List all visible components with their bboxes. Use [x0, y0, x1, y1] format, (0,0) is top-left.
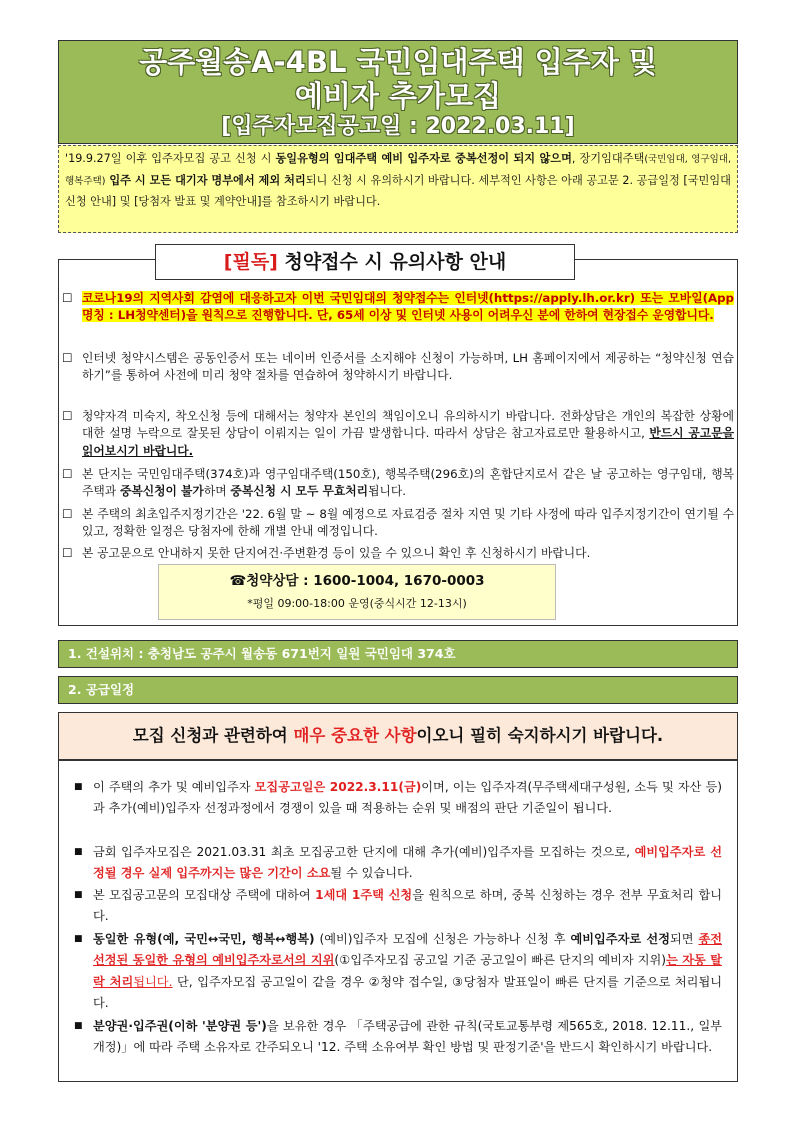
checkbox-icon: ☐	[62, 546, 73, 560]
bullet-square-icon: ■	[74, 1021, 83, 1031]
bullet-item-2	[74, 842, 722, 885]
important-text-post: 이오니 필히 숙지하시기 바랍니다.	[416, 726, 664, 745]
caution-item-3-text: 청약자격 미숙지, 착오신청 등에 대해서는 청약자 본인의 책임이오니 유의하시기 바랍니다. 전화상담은 개인의 복잡한 상황에 대한 설명 누락으로 잘못된 상담이 이뤄지는 일이 가끔 발생합니다. 따라서 상담은 참고자료로만 활용하시고,	[82, 409, 734, 441]
bullet-4-text-e: 단, 입주자모집 공고일이 같을 경우 ②청약 접수일, ③당첨자 발표일이 빠른 단지를 기준으로 처리됩니다.	[93, 974, 722, 1010]
caution-item-4-text-b: 하며	[203, 484, 231, 499]
bullet-4-text-d: 됩니다.	[133, 974, 173, 989]
notice-text-1: '19.9.27일 이후 입주자모집 공고 신청 시	[65, 152, 276, 165]
important-text-pre: 모집 신청과 관련하여	[132, 726, 294, 745]
checkbox-icon: ☐	[62, 351, 73, 365]
bullet-1-text-a: 이 주택의 추가 및 예비입주자	[93, 780, 255, 794]
bullet-3-text-b: 을 원칙으로 하며, 중복 신청하는 경우 전부 무효처리 합니다.	[93, 888, 722, 924]
bullet-1-text-b: 이며, 이는 입주자격(무주택세대구성원, 소득 및 자산 등)과 추가(예비)입주자 선정과정에서 경쟁이 있을 때 적용하는 순위 및 배점의 판단 기준일이 됩니다.	[93, 780, 722, 816]
checkbox-icon: ☐	[62, 507, 73, 521]
caution-item-4-bold-a: 중복신청이 불가	[119, 484, 204, 499]
bullet-3-text-a: 본 모집공고문의 모집대상 주택에 대하여	[93, 888, 316, 902]
bullet-4-text-c: (①입주자모집 공고일 기준 공고일이 빠른 단지의 예비자 지위)	[334, 953, 667, 968]
bullet-item-5	[74, 1016, 722, 1059]
title-line-1: 공주월송A-4BL 국민임대주택 입주자 및	[139, 45, 657, 79]
bullet-4-bold-a: 동일한 유형(예, 국민↔국민, 행복↔행복)	[93, 932, 315, 946]
bullet-square-icon: ■	[74, 847, 83, 857]
checkbox-icon: ☐	[62, 409, 73, 423]
caution-item-6-text: 본 공고문으로 안내하지 못한 단지여건·주변환경 등이 있을 수 있으니 확인 후 신청하시기 바랍니다.	[82, 546, 591, 560]
caution-item-4-bold-b: 중복신청 시 모두 무효처리	[230, 484, 369, 499]
section-location: 1. 건설위치 : 충청남도 공주시 월송동 671번지 일원 국민임대 374호	[58, 640, 738, 668]
caution-item-6	[62, 545, 734, 562]
hotline-hours: *평일 09:00-18:00 운영(중식시간 12-13시)	[247, 597, 467, 610]
notice-text-2: , 장기임대주택	[571, 152, 645, 165]
checkbox-icon: ☐	[62, 467, 73, 481]
caution-item-1	[62, 290, 734, 325]
hotline-number: ☎청약상담 : 1600-1004, 1670-0003	[229, 573, 485, 589]
bullet-item-4	[74, 929, 722, 1014]
bullet-4-emphasis-b: 는 자동 탈락 처리	[93, 953, 722, 989]
bullet-4-text-a: (예비)입주자 모집에 신청은 가능하나 신청 후	[314, 932, 571, 946]
bullet-square-icon: ■	[74, 782, 83, 792]
bullet-2-text-b: 될 수 있습니다.	[330, 866, 413, 881]
bullet-item-1	[74, 777, 722, 820]
caution-title-text: 청약접수 시 유의사항 안내	[277, 251, 507, 273]
bullet-square-icon: ■	[74, 934, 83, 944]
notice-bold-2: 입주 시 모든 대기자 명부에서 제외 처리	[105, 173, 306, 187]
bullet-item-3	[74, 885, 722, 928]
caution-item-3	[62, 408, 734, 460]
section-schedule: 2. 공급일정	[58, 676, 738, 704]
caution-item-2	[62, 350, 734, 385]
notice-small-1: (국민임대, 영구임대, 행복주택)	[65, 154, 731, 187]
bullet-square-icon: ■	[74, 890, 83, 900]
important-notice	[58, 712, 738, 760]
notice-box	[58, 145, 738, 233]
title-line-2: 예비자 추가모집	[294, 79, 502, 113]
caution-title	[155, 244, 575, 280]
caution-item-4	[62, 466, 734, 501]
caution-item-3-emphasis: 반드시 공고문을 읽어보시기 바랍니다.	[82, 426, 734, 458]
notice-bold-1: 동일유형의 임대주택 예비 입주자로 중복선정이 되지 않으며	[275, 152, 572, 165]
bullet-5-text: 을 보유한 경우 「주택공급에 관한 규칙(국토교통부령 제565호, 2018. 12.11., 일부개정)」에 따라 주택 소유자로 간주되오니 '12. 주택 소유여부 확인 방법 및 판정기준'을 반드시 확인하시기 바랍니다.	[93, 1019, 722, 1055]
bullet-2-emphasis: 예비입주자로 선정될 경우 실제 입주까지는 많은 기간이 소요	[93, 845, 722, 881]
caution-item-2-text: 인터넷 청약시스템은 공동인증서 또는 네이버 인증서를 소지해야 신청이 가능하며, LH 홈페이지에서 제공하는 “청약신청 연습하기”를 통하여 사전에 미리 청약 절차를 연습하여 청약하시기 바랍니다.	[82, 351, 734, 383]
caution-item-4-text-a: 본 단지는 국민임대주택(374호)과 영구임대주택(150호), 행복주택(296호)의 혼합단지로서 같은 날 공고하는 영구임대, 행복주택과	[82, 467, 734, 499]
caution-title-required: [필독]	[223, 251, 278, 273]
caution-item-5-text: 본 주택의 최초입주지정기간은 '22. 6월 말 ~ 8월 예정으로 자료검증 절차 지연 및 기타 사정에 따라 입주지정기간이 연기될 수 있고, 정확한 일정은 당첨자에 한해 개별 안내 예정입니다.	[82, 507, 734, 539]
bullet-3-emphasis: 1세대 1주택 신청	[315, 888, 413, 902]
checkbox-icon: ☐	[62, 291, 73, 305]
bullet-1-emphasis: 모집공고일은 2022.3.11(금)	[254, 780, 422, 794]
caution-item-4-text-c: 됩니다.	[368, 484, 406, 499]
bullet-4-emphasis-a: 종전 선정된 동일한 유형의 예비입주자로서의 지위	[93, 932, 722, 968]
announcement-date: [입주자모집공고일 : 2022.03.11]	[221, 114, 575, 139]
title-banner	[58, 40, 738, 144]
bullet-4-text-b: 되면	[669, 932, 699, 946]
notice-text-3: 되니 신청 시 유의하시기 바랍니다. 세부적인 사항은 아래 공고문 2. 공급일정 [국민임대 신청 안내] 및 [당첨자 발표 및 계약안내]를 참조하시기 바랍니다.	[65, 173, 731, 208]
bullet-4-bold-b: 예비입주자로 선정	[570, 932, 670, 946]
bullet-5-bold: 분양권·입주권(이하 '분양권 등')	[93, 1019, 267, 1033]
caution-item-1-text: 코로나19의 지역사회 감염에 대응하고자 이번 국민임대의 청약접수는 인터넷(https://apply.lh.or.kr) 또는 모바일(App명칭 : LH청약센터)을 원칙으로 진행합니다. 단, 65세 이상 및 인터넷 사용이 어려우신 분에 한하여 현장접수 운영합니다.	[82, 291, 734, 323]
important-text-red: 매우 중요한 사항	[293, 726, 417, 745]
hotline-box	[158, 564, 556, 620]
bullet-2-text-a: 금회 입주자모집은 2021.03.31 최초 모집공고한 단지에 대해 추가(예비)입주자를 모집하는 것으로,	[93, 845, 635, 859]
caution-item-5	[62, 506, 734, 541]
